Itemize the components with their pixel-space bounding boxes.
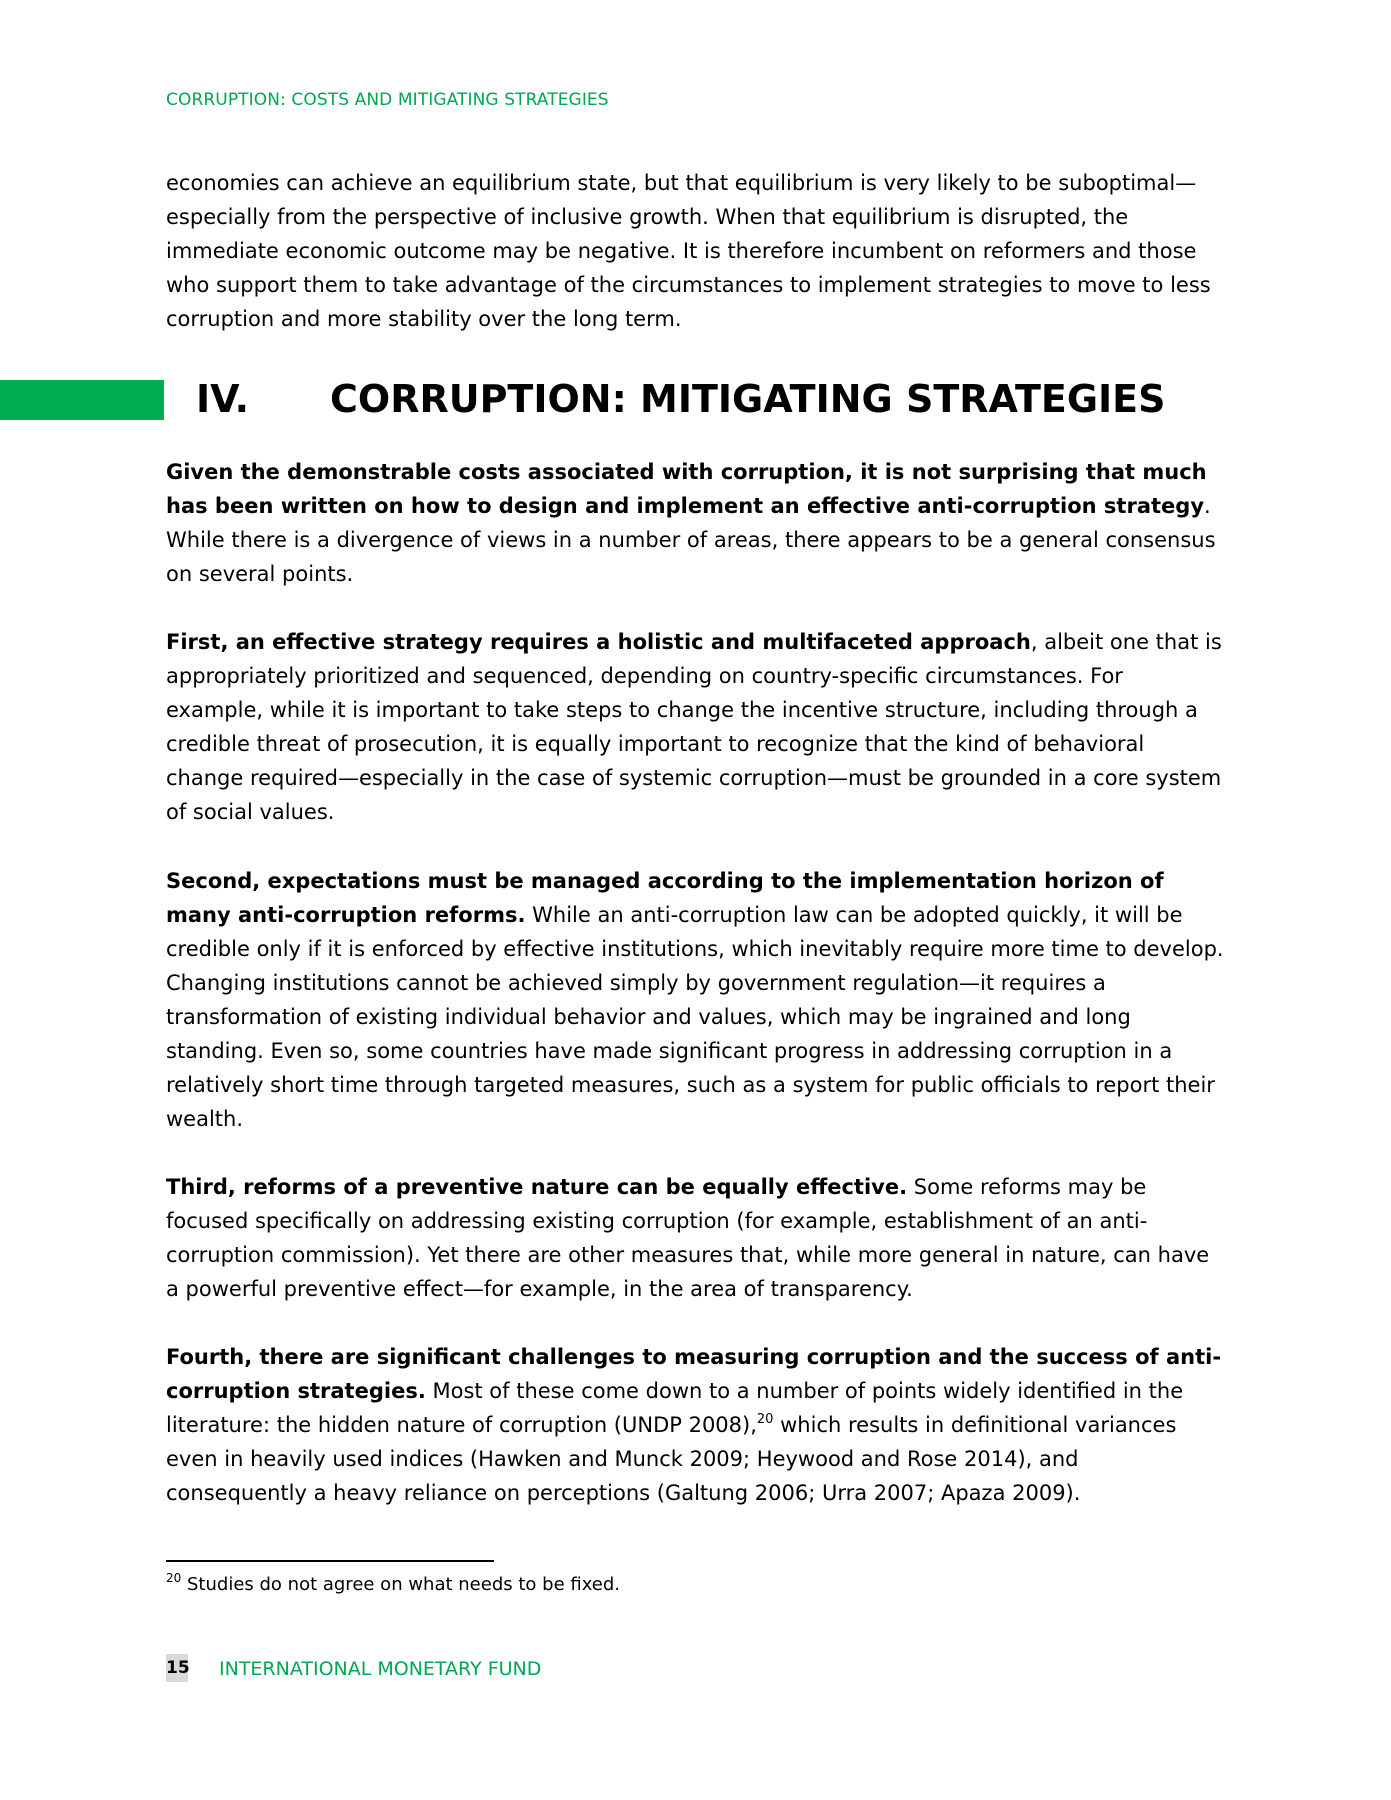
- paragraph-body: , albeit one that is appropriately prioritized and sequenced, depending on country-specific circumstances. For example, while it is important to take steps to change the incentive structure, including through a credible threat of prosecution, it is equally important to recognize that the kind of behavioral change required—especially in the case of systemic corruption—must be grounded in a core system of social values.: [166, 630, 1222, 824]
- footnote: [166, 1572, 620, 1598]
- paragraph-consensus: [166, 455, 1226, 591]
- paragraph-body: While an anti-corruption law can be adopted quickly, it will be credible only if it is enforced by effective institutions, which inevitably require more time to develop. Changing institutions cannot be achieved simply by government regulation—it requires a transformation of existing individual behavior and values, which may be ingrained and long standing. Even so, some countries have made significant progress in addressing corruption in a relatively short time through targeted measures, such as a system for public officials to report their wealth.: [166, 903, 1224, 1131]
- paragraph-second-point: [166, 864, 1226, 1136]
- paragraph-body-continued: which results in definitional variances even in heavily used indices (Hawken and Munck 2009; Heywood and Rose 2014), and consequently a heavy reliance on perceptions (Galtung 2006; Urra 2007; Apaza 2009).: [166, 1413, 1177, 1505]
- section-title: CORRUPTION: MITIGATING STRATEGIES: [330, 377, 1166, 421]
- paragraph-third-point: [166, 1170, 1226, 1306]
- intro-paragraph: economies can achieve an equilibrium state, but that equilibrium is very likely to be suboptimal—especially from the perspective of inclusive growth. When that equilibrium is disrupted, the immediate economic outcome may be negative. It is therefore incumbent on reformers and those who support them to take advantage of the circumstances to implement strategies to move to less corruption and more stability over the long term.: [166, 171, 1211, 331]
- footnote-number: 20: [166, 1571, 182, 1585]
- paragraph-fourth-point: [166, 1340, 1226, 1510]
- section-marker-bar: [0, 380, 164, 420]
- section-heading: [196, 372, 1166, 426]
- footnote-reference[interactable]: 20: [756, 1412, 774, 1427]
- paragraph-lead: Second, expectations must be managed according to the implementation horizon of many anti-corruption reforms.: [166, 869, 1164, 927]
- paragraph-lead: First, an effective strategy requires a holistic and multifaceted approach: [166, 630, 1031, 654]
- paragraph-lead: Third, reforms of a preventive nature can be equally effective.: [166, 1175, 908, 1199]
- running-header: CORRUPTION: COSTS AND MITIGATING STRATEGIES: [166, 90, 609, 110]
- paragraph-lead: Given the demonstrable costs associated with corruption, it is not surprising that much has been written on how to design and implement an effective anti-corruption strategy: [166, 460, 1207, 518]
- paragraph-lead: Fourth, there are significant challenges to measuring corruption and the success of anti-corruption strategies.: [166, 1345, 1222, 1403]
- page-number: 15: [166, 1654, 188, 1682]
- paragraph-first-point: [166, 625, 1226, 829]
- paragraph-body: . While there is a divergence of views in a number of areas, there appears to be a general consensus on several points.: [166, 494, 1216, 586]
- footer-label: INTERNATIONAL MONETARY FUND: [219, 1658, 542, 1680]
- footnote-text: Studies do not agree on what needs to be fixed.: [181, 1574, 621, 1595]
- paragraph-body: Some reforms may be focused specifically on addressing existing corruption (for example, establishment of an anti-corruption commission). Yet there are other measures that, while more general in nature, can have a powerful preventive effect—for example, in the area of transparency.: [166, 1175, 1210, 1301]
- section-number: IV.: [196, 377, 250, 421]
- footnote-separator: [166, 1560, 494, 1562]
- paragraph-body: Most of these come down to a number of points widely identified in the literature: the hidden nature of corruption (UNDP 2008),: [166, 1379, 1184, 1437]
